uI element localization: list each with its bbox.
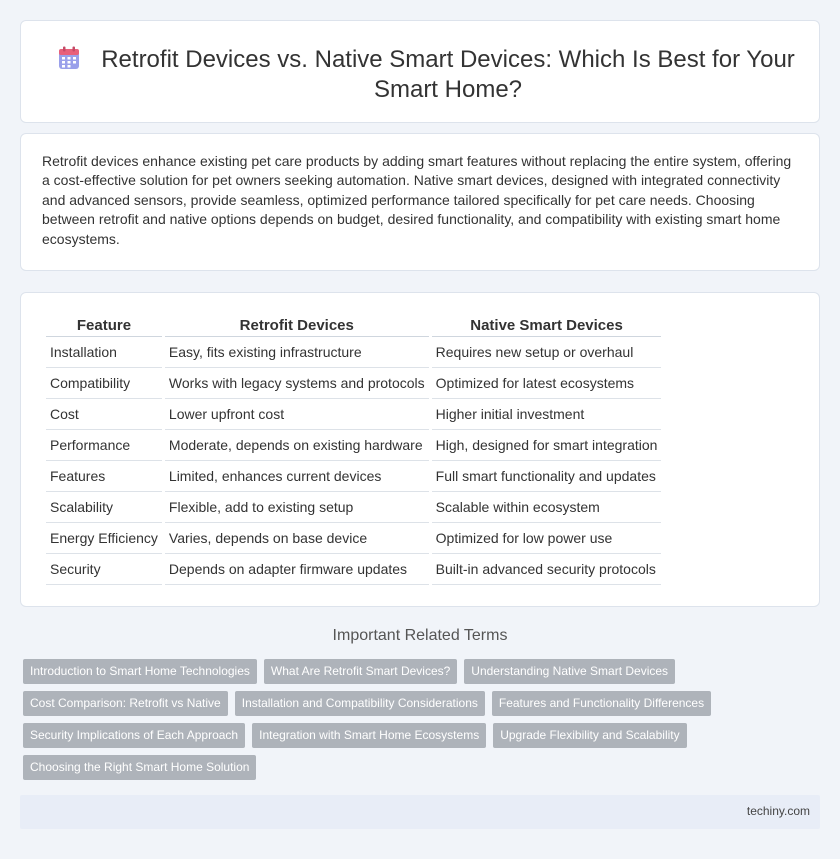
retrofit-cell: Works with legacy systems and protocols (165, 368, 429, 399)
comparison-table (43, 314, 664, 585)
table-row (46, 523, 661, 554)
feature-cell: Performance (46, 430, 162, 461)
feature-cell: Installation (46, 337, 162, 368)
native-cell: Scalable within ecosystem (432, 492, 662, 523)
tag-features-differences[interactable]: Features and Functionality Differences (492, 691, 711, 716)
retrofit-cell: Moderate, depends on existing hardware (165, 430, 429, 461)
tag-ecosystem-integration[interactable]: Integration with Smart Home Ecosystems (252, 723, 486, 748)
feature-cell: Energy Efficiency (46, 523, 162, 554)
comparison-card (20, 292, 820, 607)
tag-row (23, 691, 823, 716)
feature-cell: Compatibility (46, 368, 162, 399)
page-title: Retrofit Devices vs. Native Smart Devices: Which Is Best for Your Smart Home? (101, 46, 795, 103)
tag-installation-compatibility[interactable]: Installation and Compatibility Considerations (235, 691, 485, 716)
retrofit-cell: Limited, enhances current devices (165, 461, 429, 492)
table-row (46, 430, 661, 461)
tag-cost-comparison[interactable]: Cost Comparison: Retrofit vs Native (23, 691, 228, 716)
tag-retrofit-devices[interactable]: What Are Retrofit Smart Devices? (264, 659, 457, 684)
native-cell: High, designed for smart integration (432, 430, 662, 461)
feature-cell: Scalability (46, 492, 162, 523)
intro-card (20, 133, 820, 271)
intro-paragraph: Retrofit devices enhance existing pet care products by adding smart features without replacing the entire system, offering a cost-effective solution for pet owners seeking automation. Native smart devices, designed with integrated connectivity and advanced sensors, provide seamless, optimized performance tailored specifically for pet care needs. Choosing between retrofit and native options depends on budget, desired functionality, and compatibility with existing smart home ecosystems. (42, 153, 792, 247)
retrofit-cell: Easy, fits existing infrastructure (165, 337, 429, 368)
native-cell: Optimized for latest ecosystems (432, 368, 662, 399)
table-row (46, 554, 661, 585)
tag-upgrade-flexibility[interactable]: Upgrade Flexibility and Scalability (493, 723, 686, 748)
header-card (20, 20, 820, 123)
tag-security-implications[interactable]: Security Implications of Each Approach (23, 723, 245, 748)
column-header-native: Native Smart Devices (432, 314, 662, 337)
native-cell: Full smart functionality and updates (432, 461, 662, 492)
retrofit-cell: Flexible, add to existing setup (165, 492, 429, 523)
tag-choosing-solution[interactable]: Choosing the Right Smart Home Solution (23, 755, 256, 780)
table-row (46, 461, 661, 492)
footer (20, 795, 820, 829)
feature-cell: Features (46, 461, 162, 492)
native-cell: Built-in advanced security protocols (432, 554, 662, 585)
tag-intro-smart-home[interactable]: Introduction to Smart Home Technologies (23, 659, 257, 684)
table-row (46, 337, 661, 368)
tag-row (23, 723, 823, 748)
native-cell: Requires new setup or overhaul (432, 337, 662, 368)
table-row (46, 399, 661, 430)
retrofit-cell: Depends on adapter firmware updates (165, 554, 429, 585)
retrofit-cell: Lower upfront cost (165, 399, 429, 430)
table-row (46, 492, 661, 523)
tag-row (23, 755, 823, 780)
native-cell: Optimized for low power use (432, 523, 662, 554)
related-terms-title: Important Related Terms (332, 627, 508, 644)
feature-cell: Security (46, 554, 162, 585)
related-tags (23, 659, 823, 787)
title-wrap (51, 45, 799, 105)
feature-cell: Cost (46, 399, 162, 430)
column-header-feature: Feature (46, 314, 162, 337)
tag-row (23, 659, 823, 684)
native-cell: Higher initial investment (432, 399, 662, 430)
footer-site-link[interactable]: techiny.com (746, 804, 810, 818)
column-header-retrofit: Retrofit Devices (165, 314, 429, 337)
tag-native-devices[interactable]: Understanding Native Smart Devices (464, 659, 675, 684)
table-header-row (46, 314, 661, 337)
table-row (46, 368, 661, 399)
retrofit-cell: Varies, depends on base device (165, 523, 429, 554)
